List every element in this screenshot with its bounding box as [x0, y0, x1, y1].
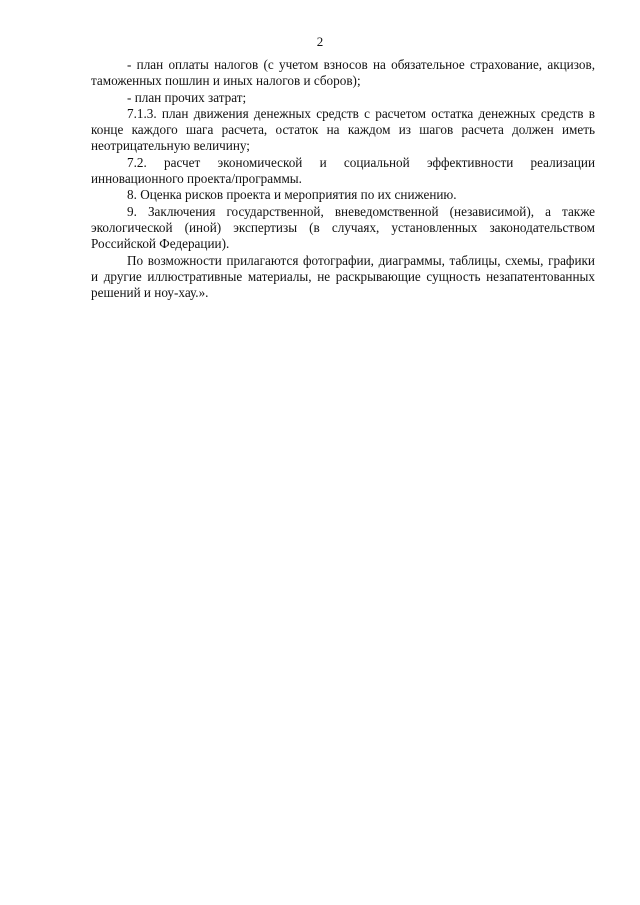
paragraph-expert-conclusions: 9. Заключения государственной, вневедомственной (независимой), а также экологической (иной) экспертизы (в случаях, установленных законодательством Российской Федерации). — [91, 203, 595, 252]
paragraph-attachments: По возможности прилагаются фотографии, диаграммы, таблицы, схемы, графики и другие иллюстративные материалы, не раскрывающие сущность незапатентованных решений и ноу-хау.». — [91, 252, 595, 301]
document-body — [91, 57, 595, 301]
paragraph-cash-flow-plan: 7.1.3. план движения денежных средств с расчетом остатка денежных средств в конце каждого шага расчета, остаток на каждом из шагов расчета должен иметь неотрицательную величину; — [91, 105, 595, 154]
paragraph-efficiency-calculation: 7.2. расчет экономической и социальной эффективности реализации инновационного проекта/программы. — [91, 154, 595, 187]
paragraph-other-costs-plan: - план прочих затрат; — [127, 89, 247, 105]
paragraph-risk-assessment: 8. Оценка рисков проекта и мероприятия по их снижению. — [127, 187, 457, 203]
paragraph-tax-payment-plan: - план оплаты налогов (с учетом взносов на обязательное страхование, акцизов, таможенных пошлин и иных налогов и сборов); — [91, 57, 595, 89]
page-number: 2 — [316, 34, 324, 49]
